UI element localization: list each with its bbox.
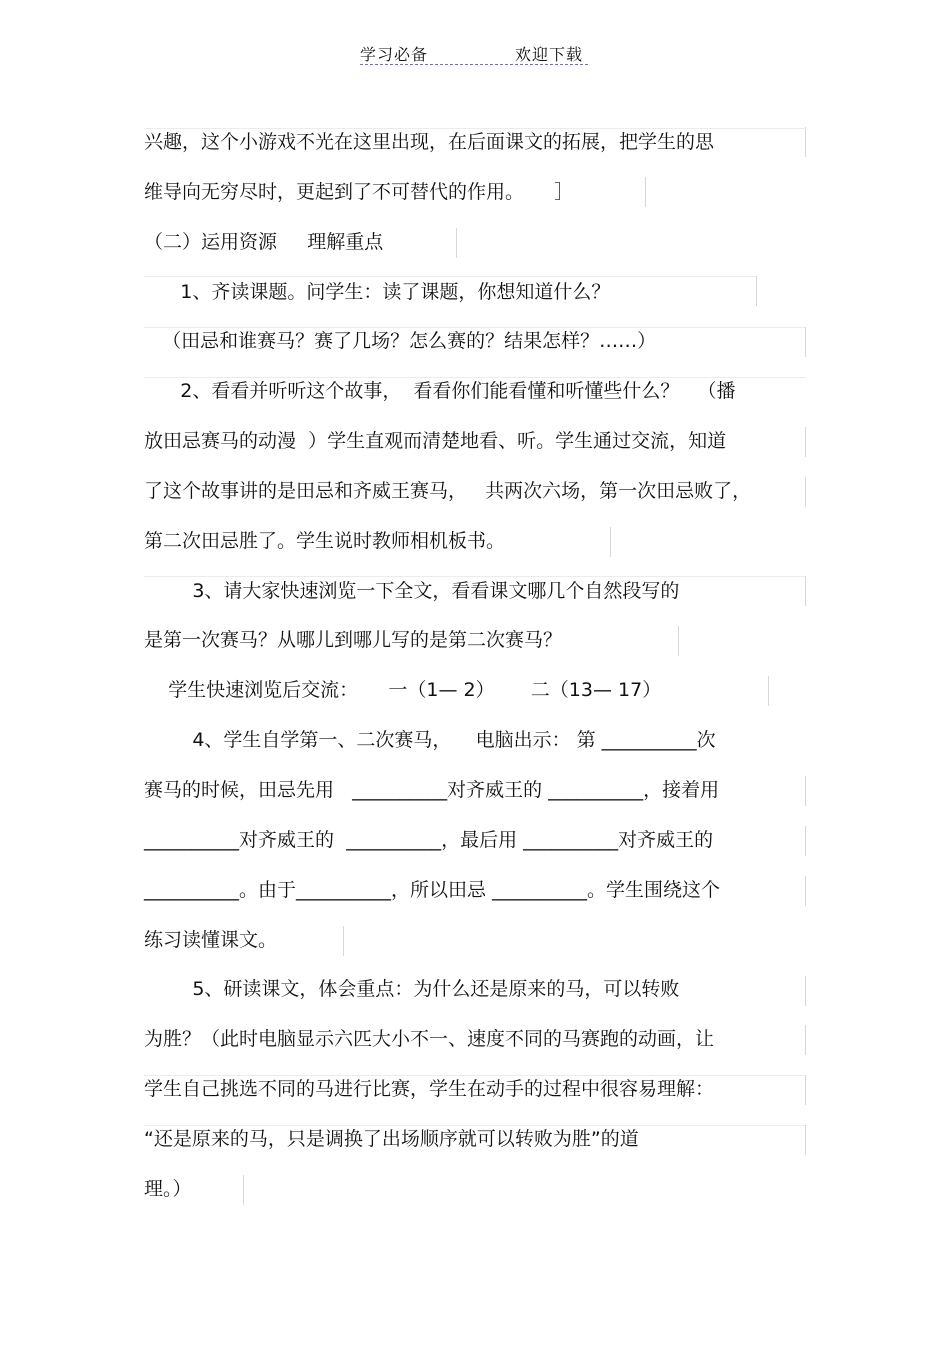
cell-border <box>805 127 806 157</box>
text-line: 2、看看并听听这个故事， 看看你们能看懂和听懂些什么？ （播 <box>144 380 736 402</box>
text-line: 是第一次赛马？从哪儿到哪儿写的是第二次赛马？ <box>144 629 563 651</box>
header-left-text: 学习必备 <box>360 45 429 64</box>
text-line: 5、研读课文，体会重点：为什么还是原来的马，可以转败 <box>144 978 680 1000</box>
header-right-text: 欢迎下载 <box>515 45 584 64</box>
text-line: 学生自己挑选不同的马进行比赛，学生在动手的过程中很容易理解： <box>144 1078 715 1100</box>
text-line: __________对齐威王的 __________，最后用 __________对齐威王的 <box>144 829 714 851</box>
cell-border <box>805 826 806 856</box>
text-line: 3、请大家快速浏览一下全文，看看课文哪几个自然段写的 <box>144 580 680 602</box>
cell-border <box>805 1025 806 1055</box>
cell-border <box>678 626 679 656</box>
cell-border <box>243 1175 244 1205</box>
text-line: 1、齐读课题。问学生：读了课题，你想知道什么？ <box>144 281 611 303</box>
cell-border <box>768 676 769 706</box>
text-line: 学生快速浏览后交流： 一（1— 2） 二（13— 17） <box>144 679 662 701</box>
cell-border <box>805 1125 806 1155</box>
cell-border <box>805 477 806 507</box>
text-line: 为胜？（此时电脑显示六匹大小不一、速度不同的马赛跑的动画，让 <box>144 1028 715 1050</box>
text-line: 4、学生自学第一、二次赛马， 电脑出示： 第 __________次 <box>144 729 716 751</box>
text-line: （田忌和谁赛马？赛了几场？怎么赛的？结果怎样？……） <box>144 330 657 352</box>
cell-border <box>805 576 806 606</box>
text-line: 兴趣，这个小游戏不光在这里出现，在后面课文的拓展，把学生的思 <box>144 131 715 153</box>
cell-border <box>645 177 646 207</box>
text-line: 放田忌赛马的动漫 ）学生直观而清楚地看、听。学生通过交流，知道 <box>144 430 727 452</box>
section-heading: （二）运用资源 理解重点 <box>144 231 384 253</box>
text-line: “还是原来的马，只是调换了出场顺序就可以转败为胜”的道 <box>144 1128 639 1150</box>
text-line: 维导向无穷尽时，更起到了不可替代的作用。 ］ <box>144 181 574 203</box>
cell-border <box>805 876 806 906</box>
text-line: 赛马的时候，田忌先用 __________对齐威王的 __________，接着用 <box>144 779 720 801</box>
cell-border <box>343 926 344 956</box>
cell-border <box>805 976 806 1006</box>
cell-border <box>756 276 757 306</box>
text-line: 了这个故事讲的是田忌和齐威王赛马， 共两次六场，第一次田忌败了， <box>144 480 752 502</box>
page-header <box>360 42 588 65</box>
cell-border <box>456 228 457 258</box>
cell-border <box>805 327 806 357</box>
cell-border <box>805 1075 806 1105</box>
text-line: __________。由于__________，所以田忌 __________。学生围绕这个 <box>144 879 721 901</box>
cell-border <box>610 527 611 557</box>
cell-border <box>805 427 806 457</box>
cell-border <box>805 776 806 806</box>
text-line: 第二次田忌胜了。学生说时教师相机板书。 <box>144 530 506 552</box>
text-line: 练习读懂课文。 <box>144 929 278 951</box>
text-line: 理。） <box>144 1178 192 1200</box>
